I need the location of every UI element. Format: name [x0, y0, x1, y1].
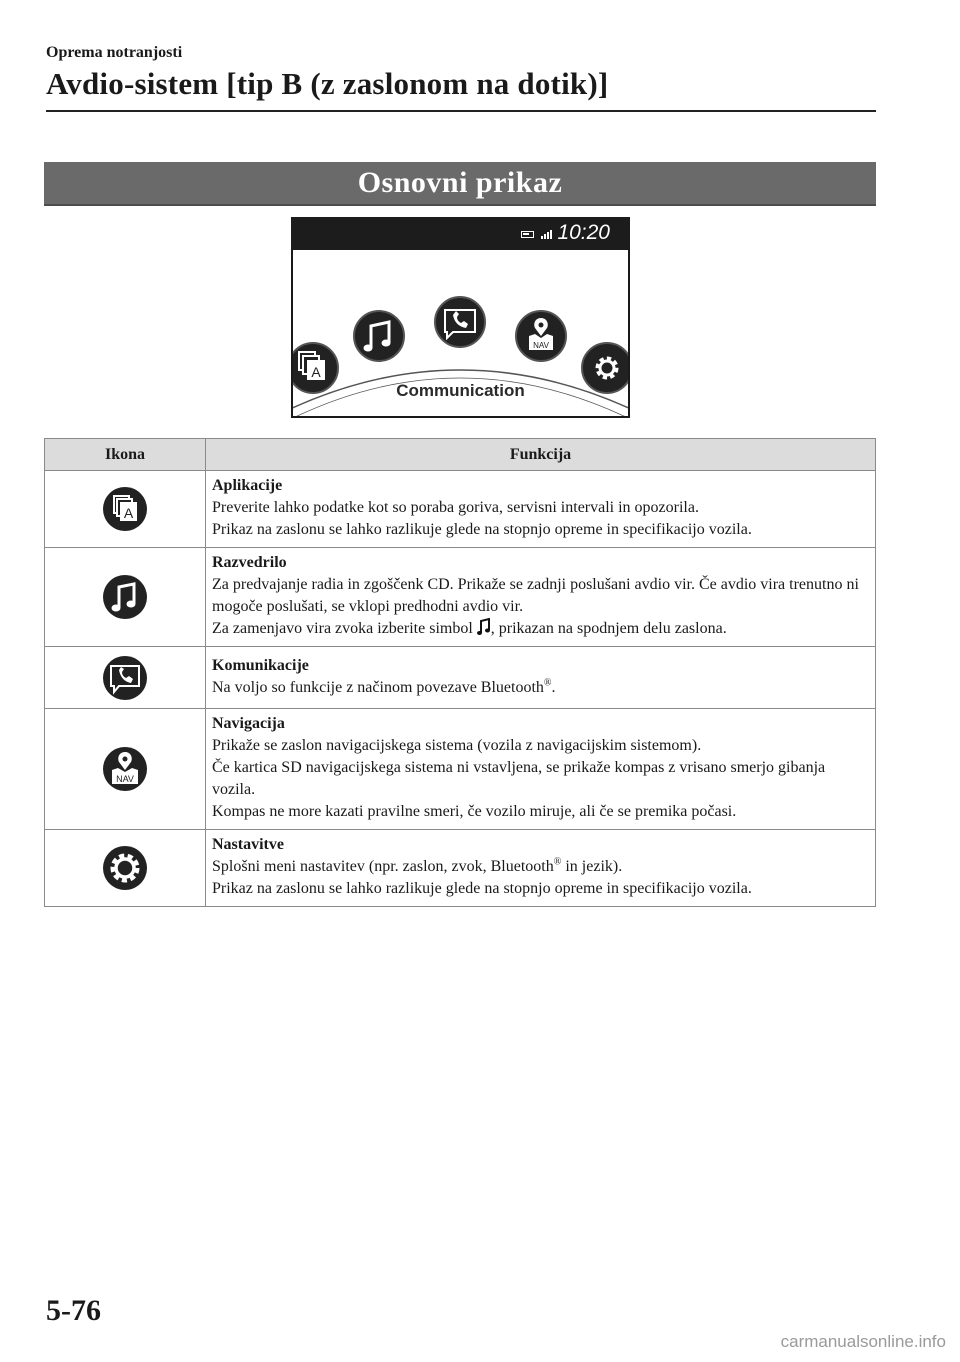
- icon-cell: [45, 548, 206, 647]
- row-title: Navigacija: [212, 715, 285, 732]
- icon-cell: [45, 709, 206, 830]
- nav-label: NAV: [116, 774, 134, 784]
- battery-icon: [521, 231, 534, 238]
- description-cell: [206, 548, 876, 647]
- column-header-function: Funkcija: [206, 439, 876, 471]
- row-text: Prikaz na zaslonu se lahko razlikuje glede na stopnjo opreme in specifikacijo vozila.: [212, 521, 752, 538]
- row-text-part: in jezik).: [561, 858, 623, 875]
- row-title: Aplikacije: [212, 477, 283, 494]
- page-title: Avdio-sistem [tip B (z zaslonom na dotik)]: [46, 66, 609, 101]
- row-title: Razvedrilo: [212, 554, 287, 571]
- icon-cell: [45, 471, 206, 548]
- registered-mark: ®: [543, 677, 552, 689]
- table-header-row: [45, 439, 876, 471]
- music-note-icon: [103, 575, 147, 619]
- description-cell: [206, 709, 876, 830]
- description-cell: [206, 647, 876, 709]
- watermark: carmanualsonline.info: [780, 1332, 946, 1351]
- row-text: Prikaže se zaslon navigacijskega sistema (vozila z navigacijskim sistemom).: [212, 737, 702, 754]
- phone-icon[interactable]: [435, 297, 485, 347]
- music-note-icon[interactable]: [354, 311, 404, 361]
- nav-label: NAV: [533, 341, 549, 350]
- row-note: [212, 618, 869, 640]
- table-row: [45, 548, 876, 647]
- description-cell: [206, 830, 876, 907]
- navigation-icon[interactable]: [516, 311, 566, 361]
- title-divider: [46, 110, 876, 112]
- icon-function-table: [44, 438, 876, 907]
- table-row: [45, 471, 876, 548]
- row-text: Za predvajanje radia in zgoščenk CD. Prikaže se zadnji poslušani avdio vir. Če avdio vira trenutno ni mogoče poslušati, se vklopi predhodni avdio vir.: [212, 576, 859, 615]
- row-text-part: Splošni meni nastavitev (npr. zaslon, zvok, Bluetooth: [212, 858, 554, 875]
- applications-letter: A: [311, 364, 321, 380]
- note-text-after: , prikazan na spodnjem delu zaslona.: [490, 620, 727, 637]
- section-banner: [44, 162, 876, 206]
- banner-title: Osnovni prikaz: [357, 166, 563, 199]
- screen-body: [293, 250, 628, 416]
- row-text: Kompas ne more kazati pravilne smeri, če vozilo miruje, ali če se premika počasi.: [212, 803, 737, 820]
- row-text-part: Na voljo so funkcije z načinom povezave Bluetooth: [212, 678, 544, 696]
- music-note-icon: [477, 618, 491, 636]
- description-cell: [206, 471, 876, 548]
- page-number: 5-76: [46, 1294, 101, 1327]
- navigation-icon: [103, 747, 147, 791]
- row-text: Prikaz na zaslonu se lahko razlikuje glede na stopnjo opreme in specifikacijo vozila.: [212, 880, 752, 897]
- icon-cell: [45, 647, 206, 709]
- table-row: [45, 647, 876, 709]
- column-header-icon: Ikona: [45, 439, 206, 471]
- screen-caption: Communication: [396, 381, 525, 400]
- home-screen-illustration: [291, 217, 630, 418]
- row-text: [212, 856, 869, 878]
- row-text: Preverite lahko podatke kot so poraba goriva, servisni intervali in opozorila.: [212, 499, 699, 516]
- status-bar: [291, 217, 630, 250]
- applications-letter: A: [123, 505, 134, 521]
- clock-time: 10:20: [557, 221, 610, 244]
- signal-strength-icon: [541, 229, 555, 239]
- settings-gear-icon: [103, 846, 147, 890]
- note-text-before: Za zamenjavo vira zvoka izberite simbol: [212, 620, 477, 637]
- phone-icon: [103, 656, 147, 700]
- table-row: [45, 830, 876, 907]
- registered-mark: ®: [553, 856, 562, 868]
- row-text-part: .: [551, 678, 556, 696]
- icon-cell: [45, 830, 206, 907]
- applications-icon: [103, 487, 147, 531]
- table-row: [45, 709, 876, 830]
- row-title: Nastavitve: [212, 836, 284, 853]
- row-title: Komunikacije: [212, 656, 309, 674]
- row-text: [212, 677, 869, 699]
- row-text: Če kartica SD navigacijskega sistema ni vstavljena, se prikaže kompas z vrisano smerjo gibanja vozila.: [212, 759, 826, 798]
- section-label: Oprema notranjosti: [46, 44, 183, 61]
